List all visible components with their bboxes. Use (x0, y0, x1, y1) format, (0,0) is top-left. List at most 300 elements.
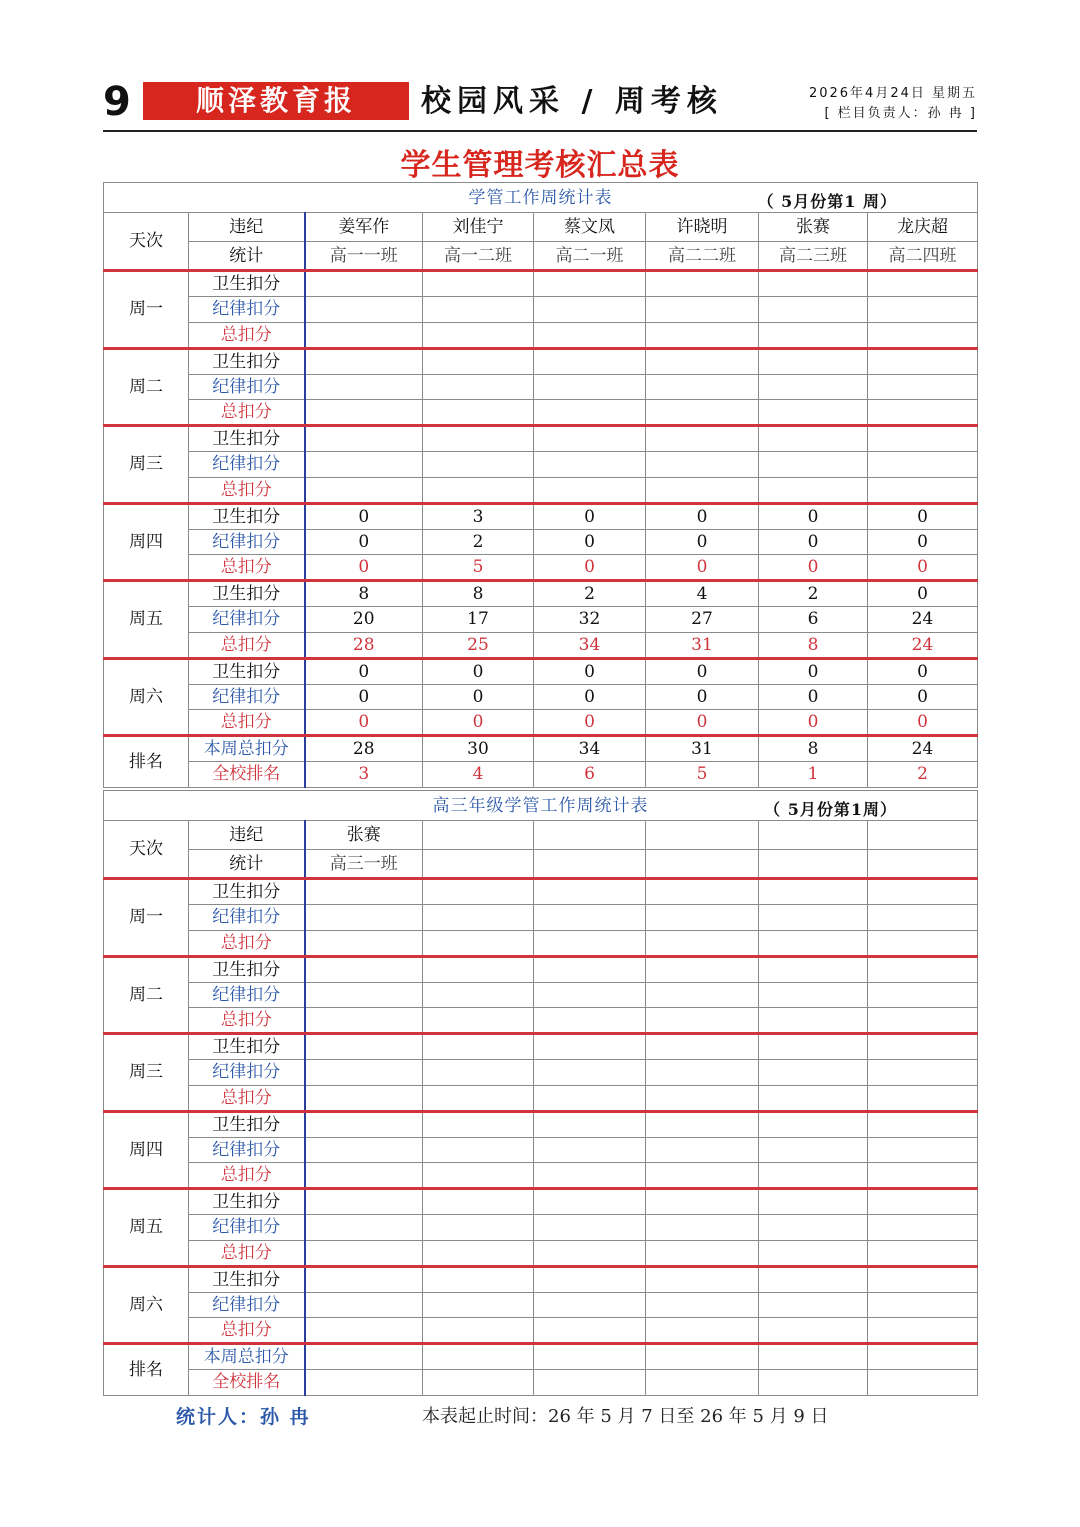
week-total-cell (646, 1344, 759, 1370)
table-row (104, 426, 978, 452)
score-cell (305, 1163, 423, 1189)
score-cell: 0 (305, 684, 423, 710)
page-title: 学生管理考核汇总表 (400, 148, 680, 183)
table-row (104, 297, 978, 323)
table-row (104, 905, 978, 931)
score-cell (868, 297, 978, 323)
score-cell: 0 (646, 529, 759, 555)
score-cell (759, 930, 868, 956)
score-cell: 0 (646, 658, 759, 684)
score-cell (868, 1008, 978, 1034)
day-label: 周二 (104, 956, 189, 1034)
school-rank-cell: 2 (868, 762, 978, 788)
score-cell (759, 322, 868, 348)
score-cell (868, 1215, 978, 1241)
teacher-name (423, 821, 534, 850)
score-cell (646, 930, 759, 956)
teacher-name: 刘佳宁 (423, 213, 534, 242)
stat-column-header: 统计 (189, 242, 305, 271)
score-cell: 0 (868, 658, 978, 684)
score-cell (305, 1215, 423, 1241)
section-title: 校园风采 / 周考核 (421, 84, 723, 119)
score-cell (423, 1085, 534, 1111)
score-cell (305, 1318, 423, 1344)
score-cell: 31 (646, 632, 759, 658)
teacher-name (868, 821, 978, 850)
score-cell: 20 (305, 607, 423, 633)
score-cell (759, 271, 868, 297)
score-cell (759, 956, 868, 982)
score-cell (646, 426, 759, 452)
class-name: 高二一班 (534, 242, 646, 271)
table-row (104, 930, 978, 956)
class-name (423, 850, 534, 879)
school-rank-cell (646, 1370, 759, 1396)
metric-label: 卫生扣分 (189, 1034, 305, 1060)
score-cell (868, 348, 978, 374)
score-cell: 0 (305, 529, 423, 555)
school-rank-cell (423, 1370, 534, 1396)
score-cell (534, 297, 646, 323)
table-row (104, 956, 978, 982)
score-cell (534, 400, 646, 426)
score-cell (305, 426, 423, 452)
metric-label: 卫生扣分 (189, 1189, 305, 1215)
score-cell (305, 452, 423, 478)
score-cell (423, 348, 534, 374)
score-cell: 0 (534, 529, 646, 555)
score-cell (305, 1240, 423, 1266)
score-cell (646, 1266, 759, 1292)
score-cell (759, 1292, 868, 1318)
score-cell (759, 297, 868, 323)
score-cell (646, 374, 759, 400)
masthead-logo: 顺泽教育报 (143, 82, 409, 120)
score-cell: 2 (759, 581, 868, 607)
table-row (104, 607, 978, 633)
teacher-name (646, 821, 759, 850)
table-row (104, 581, 978, 607)
day-label: 周六 (104, 658, 189, 736)
score-cell (646, 956, 759, 982)
score-cell (759, 348, 868, 374)
score-cell (646, 1163, 759, 1189)
score-cell (423, 930, 534, 956)
score-cell (305, 1189, 423, 1215)
metric-label: 总扣分 (189, 400, 305, 426)
school-rank-cell (868, 1370, 978, 1396)
score-cell (305, 1060, 423, 1086)
score-cell (305, 374, 423, 400)
table-row (104, 1240, 978, 1266)
class-name: 高二三班 (759, 242, 868, 271)
table-row (104, 821, 978, 850)
table-row (104, 658, 978, 684)
score-cell (423, 322, 534, 348)
week-total-label: 本周总扣分 (189, 1344, 305, 1370)
score-cell (534, 1240, 646, 1266)
rank-label: 排名 (104, 736, 189, 788)
score-cell: 0 (759, 503, 868, 529)
score-cell (759, 426, 868, 452)
table-row (104, 1189, 978, 1215)
score-cell (759, 1060, 868, 1086)
score-cell (759, 1111, 868, 1137)
table-row (104, 348, 978, 374)
week-total-cell: 31 (646, 736, 759, 762)
score-cell (759, 1085, 868, 1111)
score-cell (423, 1111, 534, 1137)
school-rank-label: 全校排名 (189, 1370, 305, 1396)
week-note: （ 5月份第1周） (764, 800, 897, 819)
score-cell: 0 (759, 529, 868, 555)
metric-label: 纪律扣分 (189, 1137, 305, 1163)
score-cell (534, 348, 646, 374)
score-cell: 0 (646, 710, 759, 736)
score-cell (868, 879, 978, 905)
table-row (104, 684, 978, 710)
score-cell (868, 1266, 978, 1292)
score-cell: 0 (759, 658, 868, 684)
score-cell (868, 982, 978, 1008)
school-rank-cell: 5 (646, 762, 759, 788)
score-cell (646, 1189, 759, 1215)
score-cell (646, 1292, 759, 1318)
score-cell: 0 (868, 684, 978, 710)
score-cell: 0 (423, 658, 534, 684)
table-row (104, 1034, 978, 1060)
table-row (104, 452, 978, 478)
score-cell (423, 400, 534, 426)
table-row (104, 1111, 978, 1137)
score-cell: 3 (423, 503, 534, 529)
week-total-cell (423, 1344, 534, 1370)
score-cell (534, 879, 646, 905)
score-cell (423, 426, 534, 452)
metric-label: 总扣分 (189, 1163, 305, 1189)
day-label: 周一 (104, 879, 189, 957)
table-row (104, 850, 978, 879)
table-row (104, 762, 978, 788)
day-label: 周三 (104, 1034, 189, 1112)
score-cell: 5 (423, 555, 534, 581)
day-label: 周四 (104, 503, 189, 581)
score-cell (305, 348, 423, 374)
score-cell (868, 1189, 978, 1215)
score-cell: 0 (534, 555, 646, 581)
table-row (104, 791, 978, 821)
score-cell (868, 1085, 978, 1111)
score-cell (305, 1034, 423, 1060)
week-total-cell: 24 (868, 736, 978, 762)
score-cell (759, 879, 868, 905)
teacher-name (534, 821, 646, 850)
score-cell: 27 (646, 607, 759, 633)
score-cell (646, 1111, 759, 1137)
score-cell: 0 (868, 503, 978, 529)
metric-label: 纪律扣分 (189, 1292, 305, 1318)
score-cell (305, 322, 423, 348)
metric-label: 总扣分 (189, 322, 305, 348)
score-cell (646, 477, 759, 503)
score-cell (759, 1318, 868, 1344)
score-cell: 0 (305, 658, 423, 684)
score-cell (305, 879, 423, 905)
score-cell: 0 (759, 555, 868, 581)
score-cell: 2 (423, 529, 534, 555)
day-label: 周二 (104, 348, 189, 426)
day-column-header: 天次 (104, 213, 189, 271)
day-label: 周五 (104, 581, 189, 659)
score-cell (868, 1318, 978, 1344)
score-cell (534, 1111, 646, 1137)
score-cell: 0 (868, 581, 978, 607)
score-cell (534, 905, 646, 931)
metric-label: 纪律扣分 (189, 905, 305, 931)
score-cell (534, 374, 646, 400)
score-cell (423, 956, 534, 982)
score-cell (305, 1292, 423, 1318)
score-cell (423, 1008, 534, 1034)
page-header (103, 78, 977, 130)
score-cell (534, 1318, 646, 1344)
metric-label: 卫生扣分 (189, 658, 305, 684)
day-label: 周四 (104, 1111, 189, 1189)
score-cell (759, 905, 868, 931)
score-cell (759, 1008, 868, 1034)
score-cell: 28 (305, 632, 423, 658)
class-name: 高一一班 (305, 242, 423, 271)
table-row (104, 374, 978, 400)
table-row (104, 1292, 978, 1318)
score-cell (868, 956, 978, 982)
score-cell (759, 400, 868, 426)
score-cell (646, 1034, 759, 1060)
score-cell (646, 982, 759, 1008)
score-cell (423, 1137, 534, 1163)
table-row (104, 1215, 978, 1241)
school-rank-cell: 4 (423, 762, 534, 788)
table-row (104, 982, 978, 1008)
score-cell (534, 1292, 646, 1318)
table-row (104, 1085, 978, 1111)
table-row (104, 1318, 978, 1344)
score-cell (534, 1137, 646, 1163)
score-cell (646, 452, 759, 478)
score-cell (423, 982, 534, 1008)
score-cell (759, 1240, 868, 1266)
day-label: 周五 (104, 1189, 189, 1267)
score-cell (646, 1240, 759, 1266)
score-cell (305, 1111, 423, 1137)
score-cell (646, 879, 759, 905)
table-row (104, 1266, 978, 1292)
score-cell: 8 (305, 581, 423, 607)
score-cell (534, 1189, 646, 1215)
table-row (104, 1163, 978, 1189)
metric-label: 卫生扣分 (189, 1111, 305, 1137)
score-cell (534, 1008, 646, 1034)
score-cell: 0 (868, 710, 978, 736)
stat-column-header: 统计 (189, 850, 305, 879)
weekly-stats-table (103, 182, 978, 788)
metric-label: 卫生扣分 (189, 503, 305, 529)
score-cell (646, 348, 759, 374)
score-cell (305, 930, 423, 956)
teacher-name (759, 821, 868, 850)
school-rank-cell: 3 (305, 762, 423, 788)
score-cell (305, 400, 423, 426)
table-row (104, 736, 978, 762)
day-label: 周三 (104, 426, 189, 504)
table-row (104, 1137, 978, 1163)
class-name (534, 850, 646, 879)
metric-label: 纪律扣分 (189, 374, 305, 400)
score-cell (646, 1137, 759, 1163)
score-cell (759, 374, 868, 400)
score-cell (423, 1292, 534, 1318)
metric-label: 卫生扣分 (189, 879, 305, 905)
score-cell (646, 905, 759, 931)
score-cell (423, 905, 534, 931)
school-rank-cell (534, 1370, 646, 1396)
score-cell (759, 1163, 868, 1189)
score-cell (423, 1318, 534, 1344)
class-name (759, 850, 868, 879)
teacher-name: 张赛 (759, 213, 868, 242)
table-row (104, 1060, 978, 1086)
score-cell: 24 (868, 607, 978, 633)
table-row (104, 503, 978, 529)
metric-label: 总扣分 (189, 555, 305, 581)
score-cell (534, 982, 646, 1008)
column-editor: [ 栏目负责人：孙 冉 ] (824, 106, 977, 121)
table-row (104, 271, 978, 297)
score-cell (423, 477, 534, 503)
week-total-cell (305, 1344, 423, 1370)
week-total-label: 本周总扣分 (189, 736, 305, 762)
score-cell (305, 1008, 423, 1034)
score-cell (534, 426, 646, 452)
score-cell (868, 426, 978, 452)
score-cell (534, 1060, 646, 1086)
metric-label: 纪律扣分 (189, 1060, 305, 1086)
score-cell (868, 1111, 978, 1137)
score-cell: 0 (646, 684, 759, 710)
table-row (104, 710, 978, 736)
score-cell (868, 400, 978, 426)
score-cell (305, 271, 423, 297)
score-cell (305, 905, 423, 931)
school-rank-cell: 6 (534, 762, 646, 788)
score-cell (646, 1215, 759, 1241)
score-cell: 0 (646, 555, 759, 581)
score-cell (305, 297, 423, 323)
score-cell (646, 322, 759, 348)
stat-column-header: 违纪 (189, 213, 305, 242)
score-cell (868, 1137, 978, 1163)
score-cell (868, 452, 978, 478)
score-cell (759, 982, 868, 1008)
metric-label: 卫生扣分 (189, 271, 305, 297)
score-cell: 32 (534, 607, 646, 633)
class-name (868, 850, 978, 879)
header-divider (103, 130, 977, 132)
score-cell (423, 1266, 534, 1292)
metric-label: 卫生扣分 (189, 1266, 305, 1292)
statistician: 统计人：孙 冉 (176, 1406, 311, 1428)
metric-label: 卫生扣分 (189, 581, 305, 607)
table-row (104, 400, 978, 426)
class-name: 高一二班 (423, 242, 534, 271)
score-cell: 0 (534, 503, 646, 529)
metric-label: 总扣分 (189, 1008, 305, 1034)
score-cell: 0 (759, 710, 868, 736)
score-cell (423, 297, 534, 323)
teacher-name: 姜军作 (305, 213, 423, 242)
score-cell (305, 982, 423, 1008)
day-label: 周一 (104, 271, 189, 349)
week-total-cell (759, 1344, 868, 1370)
table-row (104, 1370, 978, 1396)
metric-label: 卫生扣分 (189, 426, 305, 452)
table-row (104, 477, 978, 503)
score-cell (759, 477, 868, 503)
score-cell (759, 1215, 868, 1241)
metric-label: 总扣分 (189, 930, 305, 956)
score-cell (868, 930, 978, 956)
teacher-name: 许晓明 (646, 213, 759, 242)
score-cell (646, 1085, 759, 1111)
score-cell: 0 (534, 710, 646, 736)
metric-label: 纪律扣分 (189, 452, 305, 478)
score-cell: 6 (759, 607, 868, 633)
metric-label: 总扣分 (189, 1240, 305, 1266)
teacher-name: 张赛 (305, 821, 423, 850)
class-name: 高二二班 (646, 242, 759, 271)
score-cell (759, 1137, 868, 1163)
metric-label: 总扣分 (189, 632, 305, 658)
score-cell (534, 930, 646, 956)
class-name: 高三一班 (305, 850, 423, 879)
class-name (646, 850, 759, 879)
score-cell (423, 879, 534, 905)
score-cell (423, 452, 534, 478)
score-cell (868, 1060, 978, 1086)
score-cell (868, 1034, 978, 1060)
score-cell (423, 1163, 534, 1189)
week-total-cell (534, 1344, 646, 1370)
score-cell (534, 1085, 646, 1111)
score-cell: 0 (759, 684, 868, 710)
score-cell (646, 1008, 759, 1034)
score-cell (423, 1215, 534, 1241)
score-cell (423, 1034, 534, 1060)
metric-label: 总扣分 (189, 1318, 305, 1344)
week-total-cell: 28 (305, 736, 423, 762)
score-cell: 8 (759, 632, 868, 658)
score-cell (646, 271, 759, 297)
metric-label: 卫生扣分 (189, 348, 305, 374)
score-cell (423, 1189, 534, 1215)
metric-label: 纪律扣分 (189, 982, 305, 1008)
score-cell (646, 1318, 759, 1344)
metric-label: 总扣分 (189, 1085, 305, 1111)
score-cell (759, 1189, 868, 1215)
table-row (104, 555, 978, 581)
week-total-cell: 8 (759, 736, 868, 762)
table-row (104, 322, 978, 348)
